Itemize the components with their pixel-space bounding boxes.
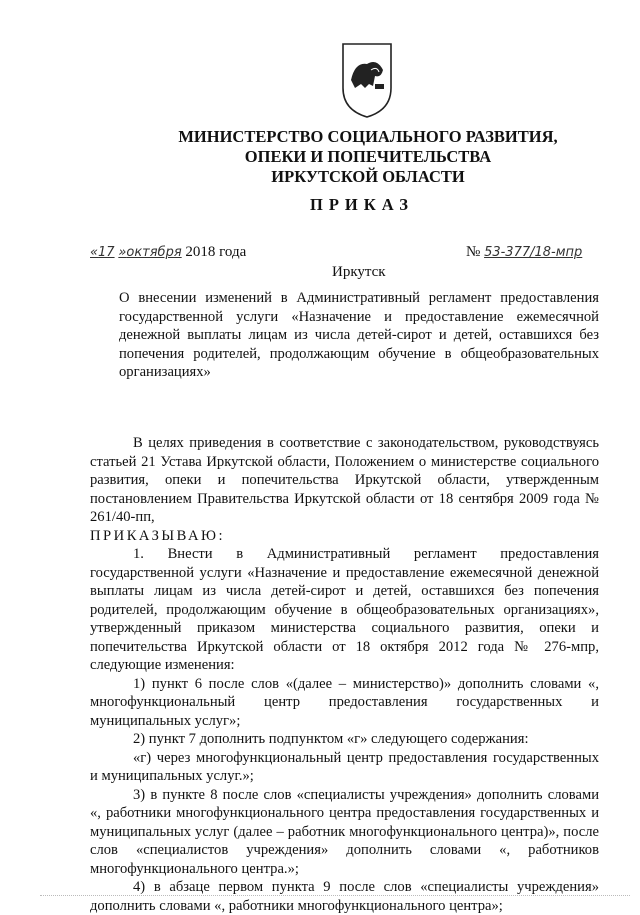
preamble-paragraph: В целях приведения в соответствие с законодательством, руководствуясь статьей 21 Устава Иркутской области, Положением о министерстве социального развития, опеки и попечительства Иркутской области, утвержденным постановлением Правительства Иркутской области от 18 сентября 2009 года № 261/40-пп, xyxy=(90,435,599,525)
order-body xyxy=(90,434,599,915)
subitem-2g-paragraph: «г) через многофункциональный центр предоставления государственных и муниципальных услуг.»; xyxy=(90,749,599,784)
subitem-3-paragraph: 3) в пункте 8 после слов «специалисты учреждения» дополнить словами «, работники многофункционального центра предоставления государственных и муниципальных услуг (далее – работник многофункционального центра)», после слов «специалистов учреждения» дополнить словами «, работников многофункционального центра.»; xyxy=(90,786,599,877)
date-year: 2018 года xyxy=(185,244,247,260)
order-title: ПРИКАЗ xyxy=(310,195,414,214)
order-subject: О внесении изменений в Административный регламент предоставления государственной услуги «Назначение и предоставление ежемесячной денежной выплаты лицам из числа детей-сирот и детей, оставшихся без попечения родителей, продолжающим обучение в общеобразовательных организациях» xyxy=(119,290,599,381)
date-month: октября xyxy=(126,245,182,260)
order-date xyxy=(90,244,246,261)
date-open-quote: « xyxy=(90,245,99,260)
date-day: 17 xyxy=(98,245,115,260)
coat-of-arms-icon xyxy=(337,40,397,120)
subitem-2-paragraph: 2) пункт 7 дополнить подпунктом «г» следующего содержания: xyxy=(133,731,529,747)
scan-edge-divider xyxy=(40,895,630,897)
prikazyvayu-heading: ПРИКАЗЫВАЮ: xyxy=(90,527,226,544)
header-line-1: МИНИСТЕРСТВО СОЦИАЛЬНОГО РАЗВИТИЯ, xyxy=(178,127,558,146)
city: Иркутск xyxy=(332,264,386,280)
header-line-3: ИРКУТСКОЙ ОБЛАСТИ xyxy=(271,167,465,186)
ministry-header xyxy=(160,127,576,187)
subitem-4-paragraph: 4) в абзаце первом пункта 9 после слов «специалисты учреждения» дополнить словами «, работники многофункционального центра»; xyxy=(90,879,599,914)
number-sign: № xyxy=(466,244,481,260)
subitem-1-paragraph: 1) пункт 6 после слов «(далее – министерство)» дополнить словами «, многофункциональный центр предоставления государственных и муниципальных услуг»; xyxy=(90,675,599,729)
header-line-2: ОПЕКИ И ПОПЕЧИТЕЛЬСТВА xyxy=(244,147,492,166)
item-1-paragraph: 1. Внести в Административный регламент предоставления государственной услуги «Назначение и предоставление ежемесячной денежной выплаты лицам из числа детей-сирот и детей, оставшихся без попечения родителей, продолжающим обучение в общеобразовательных организациях», утвержденный приказом министерства социального развития, опеки и попечительства Иркутской области от 18 октября 2012 года № 276-мпр, следующие изменения: xyxy=(90,546,599,673)
date-close-quote: » xyxy=(118,245,127,260)
emblem-icon xyxy=(337,40,397,120)
number-value: 53-377/18-мпр xyxy=(484,245,583,260)
order-number xyxy=(466,244,582,261)
